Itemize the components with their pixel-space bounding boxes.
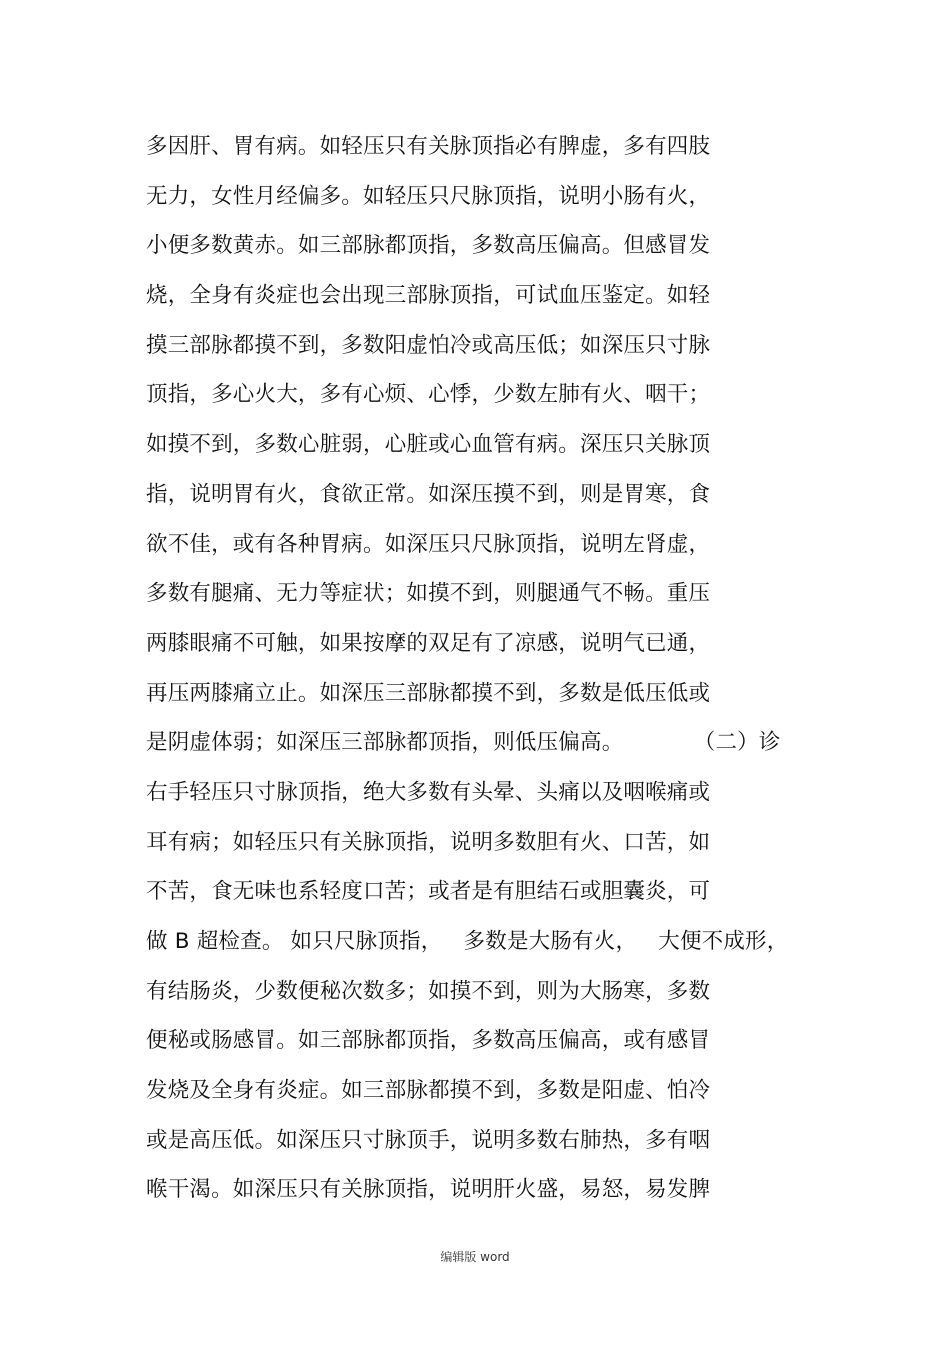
text-line: 多因肝、胃有病。如轻压只有关脉顶指必有脾虚，多有四肢 xyxy=(146,134,711,159)
text-line: 如摸不到，多数心脏弱，心脏或心血管有病。深压只关脉顶 xyxy=(146,432,711,458)
text-line: 喉干渴。如深压只有关脉顶指，说明肝火盛，易怒，易发脾 xyxy=(146,1177,711,1203)
text-line: 是阴虚体弱；如深压三部脉都顶指，则低压偏高。 （二）诊 xyxy=(146,730,781,756)
text-line: 摸三部脉都摸不到，多数阳虚怕冷或高压低；如深压只寸脉 xyxy=(146,332,711,358)
body-text xyxy=(146,122,926,1215)
text-line: 耳有病；如轻压只有关脉顶指，说明多数胆有火、口苦，如 xyxy=(146,829,711,855)
text-line: 便秘或肠感冒。如三部脉都顶指，多数高压偏高，或有感冒 xyxy=(146,1028,711,1054)
text-line: 欲不佳，或有各种胃病。如深压只尺脉顶指，说明左肾虚， xyxy=(146,531,711,557)
text-line: 多数有腿痛、无力等症状；如摸不到，则腿通气不畅。重压 xyxy=(146,581,711,607)
text-line: 不苦，食无味也系轻度口苦；或者是有胆结石或胆囊炎，可 xyxy=(146,879,711,905)
page-footer: 编辑版 word xyxy=(440,1250,510,1264)
text-line: 小便多数黄赤。如三部脉都顶指，多数高压偏高。但感冒发 xyxy=(146,233,711,259)
text-line: 烧，全身有炎症也会出现三部脉顶指，可试血压鉴定。如轻 xyxy=(146,283,711,309)
text-line: 发烧及全身有炎症。如三部脉都摸不到，多数是阳虚、怕冷 xyxy=(146,1078,711,1104)
text-line: 或是高压低。如深压只寸脉顶手，说明多数右肺热，多有咽 xyxy=(146,1127,711,1153)
text-line: 无力，女性月经偏多。如轻压只尺脉顶指，说明小肠有火， xyxy=(146,183,711,209)
text-line: 有结肠炎，少数便秘次数多；如摸不到，则为大肠寒，多数 xyxy=(146,978,711,1004)
text-line: 做 B 超检查。 如只尺脉顶指， 多数是大肠有火， 大便不成形， xyxy=(146,929,789,954)
text-line: 右手轻压只寸脉顶指，绝大多数有头晕、头痛以及咽喉痛或 xyxy=(146,779,711,805)
text-line: 两膝眼痛不可触，如果按摩的双足有了凉感，说明气已通， xyxy=(146,630,711,656)
text-line: 再压两膝痛立止。如深压三部脉都摸不到，多数是低压低或 xyxy=(146,680,711,706)
text-line: 指，说明胃有火，食欲正常。如深压摸不到，则是胃寒，食 xyxy=(146,481,711,507)
text-line: 顶指，多心火大，多有心烦、心悸，少数左肺有火、咽干； xyxy=(146,382,711,408)
